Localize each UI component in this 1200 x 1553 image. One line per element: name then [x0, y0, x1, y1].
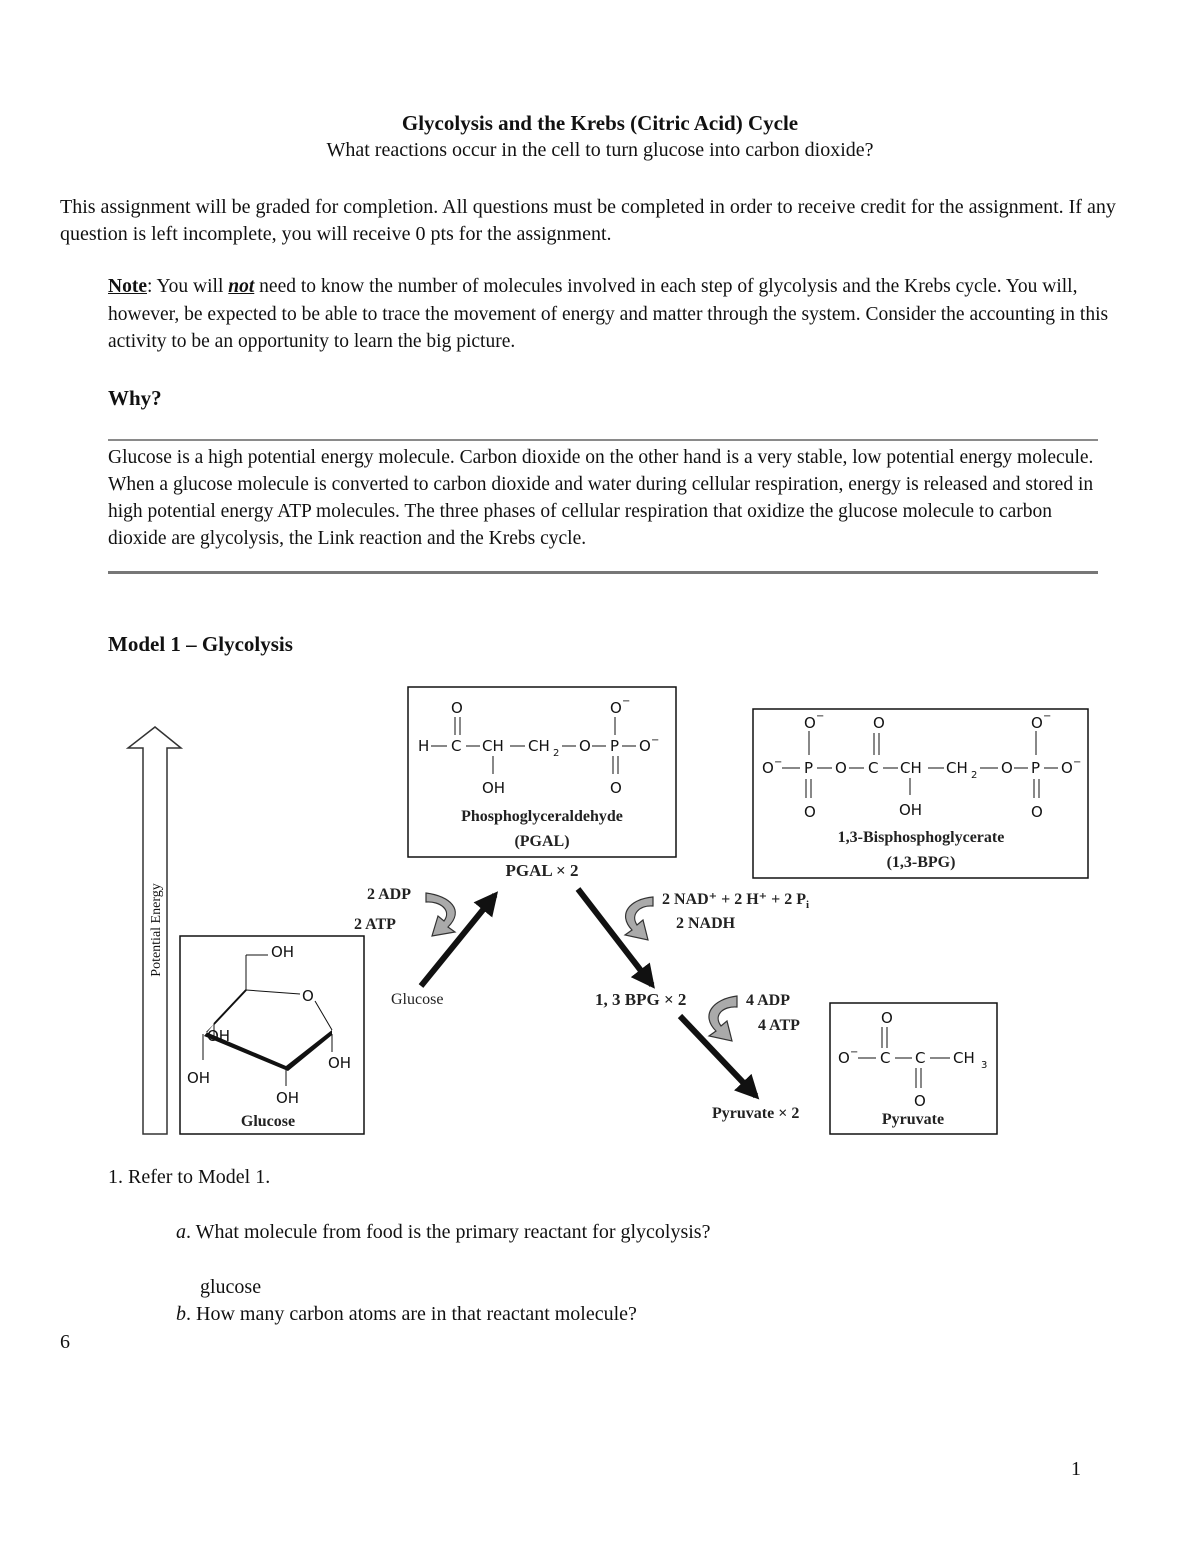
note-emphasis: not	[228, 276, 255, 297]
question-1: 1. Refer to Model 1.	[108, 1166, 271, 1188]
svg-text:O: O	[579, 737, 591, 755]
svg-text:OH: OH	[899, 801, 923, 819]
svg-text:CH: CH	[528, 737, 550, 755]
question-1b-text: . How many carbon atoms are in that reactant molecule?	[186, 1303, 637, 1325]
page-number: 1	[1071, 1458, 1081, 1480]
pyruvate-structure-box	[830, 1003, 997, 1134]
svg-text:P: P	[1031, 759, 1041, 777]
svg-text:O: O	[639, 737, 651, 755]
svg-text:H: H	[418, 737, 430, 755]
pgal-abbr: (PGAL)	[514, 833, 570, 850]
bpg-abbr: (1,3-BPG)	[886, 854, 956, 871]
bpg-label: 1, 3 BPG × 2	[595, 990, 687, 1009]
svg-text:O: O	[914, 1092, 926, 1110]
glucose-to-pgal-arrow	[421, 895, 495, 986]
atp-label: 2 ATP	[354, 916, 396, 933]
svg-text:O: O	[873, 714, 885, 732]
pgal-name: Phosphoglyceraldehyde	[461, 808, 623, 825]
svg-text:C: C	[915, 1049, 926, 1067]
potential-energy-arrow	[128, 727, 181, 1134]
svg-text:O: O	[881, 1009, 893, 1027]
question-1b	[176, 1303, 637, 1326]
svg-text:OH: OH	[276, 1089, 300, 1107]
svg-text:3: 3	[981, 1060, 988, 1071]
page-title: Glycolysis and the Krebs (Citric Acid) Cycle	[401, 111, 799, 135]
glucose-structure-box	[180, 936, 364, 1134]
question-1a-text: . What molecule from food is the primary reactant for glycolysis?	[186, 1221, 711, 1243]
atp4-label: 4 ATP	[758, 1017, 800, 1034]
nadh-label: 2 NADH	[676, 915, 736, 932]
glucose-label: Glucose	[391, 991, 444, 1008]
model1-heading: Model 1 – Glycolysis	[108, 632, 293, 656]
svg-text:O: O	[1031, 714, 1043, 732]
page-subtitle: What reactions occur in the cell to turn glucose into carbon dioxide?	[326, 139, 874, 161]
svg-text:2: 2	[553, 748, 560, 759]
question-1b-letter: b	[176, 1303, 186, 1325]
svg-text:−: −	[622, 696, 631, 707]
nad-label-main: 2 NAD⁺ + 2 H⁺ + 2 P	[662, 891, 807, 908]
svg-text:P: P	[804, 759, 814, 777]
svg-text:OH: OH	[207, 1027, 231, 1045]
why-paragraph: Glucose is a high potential energy molecule. Carbon dioxide on the other hand is a very stable, low potential energy molecule. When a glucose molecule is converted to carbon dioxide and water during cellular respiration, energy is released and stored in high potential energy ATP molecules. The three phases of cellular respiration that oxidize the glucose molecule to carbon dioxide are glycolysis, the Link reaction and the Krebs cycle.	[108, 447, 1094, 549]
pyruvate-box-name: Pyruvate	[881, 1111, 945, 1128]
svg-text:CH: CH	[946, 759, 968, 777]
svg-text:O: O	[838, 1049, 850, 1067]
svg-text:O: O	[762, 759, 774, 777]
note-text-after: need to know the number of molecules involved in each step of glycolysis and the Krebs cycle. You will, however, be expected to be able to trace the movement of energy and matter through the system. Consider the accounting in this activity to be an opportunity to learn the big picture.	[108, 276, 1109, 352]
adp-label: 2 ADP	[367, 886, 411, 903]
bpg-structure-box	[753, 709, 1088, 878]
svg-text:O: O	[1001, 759, 1013, 777]
svg-text:O: O	[804, 714, 816, 732]
svg-text:OH: OH	[328, 1054, 352, 1072]
adp4-label: 4 ADP	[746, 992, 790, 1009]
svg-text:−: −	[1043, 711, 1052, 722]
svg-text:−: −	[850, 1047, 859, 1058]
svg-text:O: O	[610, 779, 622, 797]
why-heading: Why?	[108, 386, 162, 410]
svg-text:2: 2	[971, 770, 978, 781]
svg-text:O: O	[302, 987, 314, 1005]
bpg-name: 1,3-Bisphosphoglycerate	[837, 829, 1005, 846]
question-1a	[176, 1221, 710, 1244]
glucose-box-name: Glucose	[240, 1113, 296, 1130]
svg-text:−: −	[651, 735, 660, 746]
svg-text:OH: OH	[482, 779, 506, 797]
svg-text:O: O	[1031, 803, 1043, 821]
pgal-label: PGAL × 2	[505, 861, 579, 880]
svg-text:−: −	[774, 757, 783, 768]
note-label: Note	[108, 276, 147, 297]
adp4-atp4-curved-arrow	[709, 996, 737, 1041]
pgal-structure-box	[408, 687, 676, 857]
answer-1b: 6	[60, 1331, 70, 1353]
svg-text:P: P	[610, 737, 620, 755]
svg-text:C: C	[868, 759, 879, 777]
nad-nadh-curved-arrow	[625, 897, 653, 940]
answer-1a: glucose	[200, 1276, 262, 1298]
adp-atp-curved-arrow	[426, 893, 455, 936]
nad-label	[662, 891, 809, 911]
svg-text:O: O	[835, 759, 847, 777]
svg-text:O: O	[451, 699, 463, 717]
note-text-before: : You will	[146, 276, 229, 297]
svg-text:CH: CH	[953, 1049, 975, 1067]
svg-text:C: C	[880, 1049, 891, 1067]
svg-text:CH: CH	[482, 737, 504, 755]
svg-text:−: −	[1073, 757, 1082, 768]
potential-energy-label: Potential Energy	[149, 883, 164, 977]
svg-text:O: O	[1061, 759, 1073, 777]
svg-text:CH: CH	[900, 759, 922, 777]
svg-text:C: C	[451, 737, 462, 755]
intro-paragraph: This assignment will be graded for completion. All questions must be completed in order to receive credit for the assignment. If any question is left incomplete, you will receive 0 pts for the assignment.	[60, 196, 1116, 245]
svg-text:OH: OH	[271, 943, 295, 961]
nad-label-sub: i	[806, 899, 810, 911]
svg-text:O: O	[804, 803, 816, 821]
svg-text:−: −	[816, 711, 825, 722]
svg-text:OH: OH	[187, 1069, 211, 1087]
svg-text:O: O	[610, 699, 622, 717]
pyruvate-label: Pyruvate × 2	[712, 1105, 800, 1122]
question-1a-letter: a	[176, 1221, 186, 1243]
